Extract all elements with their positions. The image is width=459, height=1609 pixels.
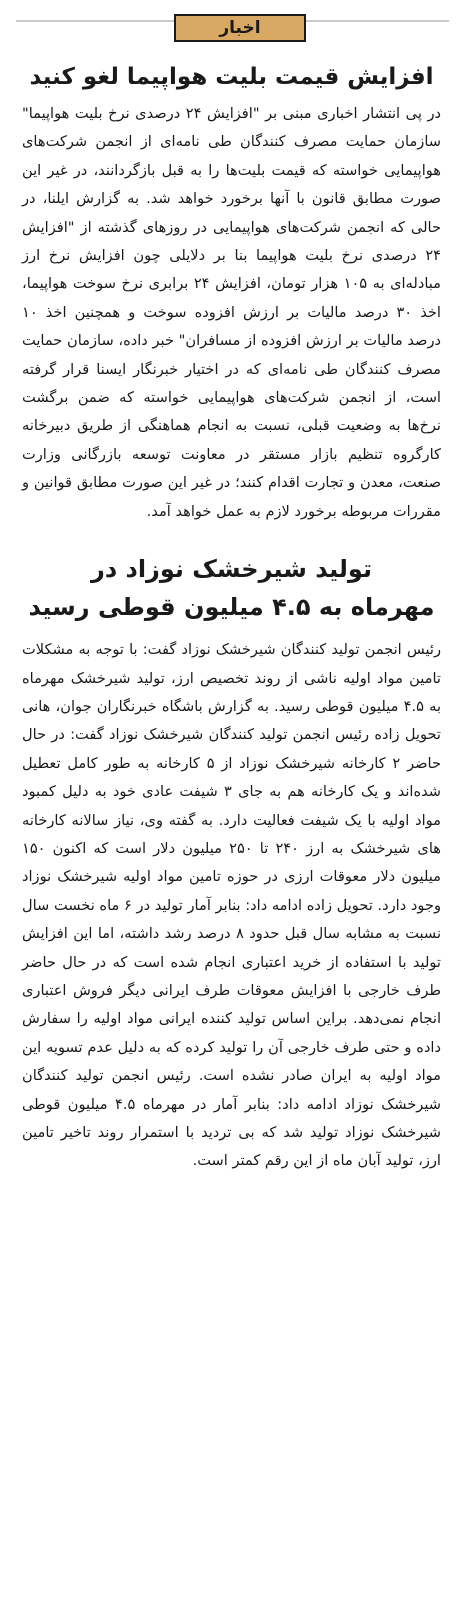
article-baby-formula — [22, 550, 441, 1176]
article-headline: افزایش قیمت بلیت هواپیما لغو کنید — [29, 64, 434, 90]
section-label: اخبار — [174, 14, 306, 42]
article-headline — [22, 550, 441, 626]
headline-line-1: تولید شیرخشک نوزاد در — [91, 555, 372, 584]
article-body: در پی انتشار اخباری مبنی بر "افزایش ۲۴ درصدی نرخ بلیت هواپیما" سازمان حمایت مصرف کنندگان طی نامه‌ای از انجمن شرکت‌های هواپیمایی خواسته که قیمت بلیت‌ها را به قبل بازگردانند، در غیر این صورت مطابق قانون با آنها برخورد خواهد شد. به گزارش ایلنا، در حالی که انجمن شرکت‌های هواپیمایی در روزهای گذشته از "افزایش ۲۴ درصدی نرخ بلیت هواپیما بنا بر دلایلی چون افزایش نرخ ارز مبادله‌ای به ۱۰۵ هزار تومان، افزایش ۲۴ برابری نرخ سوخت هواپیما، اخذ ۳۰ درصد مالیات بر ارزش افزوده سوخت و همچنین اخذ ۱۰ درصد مالیات بر ارزش افزوده از مسافران" خبر داده، سازمان حمایت مصرف کنندگان طی نامه‌ای که در اختیار خبرنگار ایسنا قرار گرفته است، از انجمن شرکت‌های هواپیمایی خواسته که ضمن برگشت نرخ‌ها به وضعیت قبلی، نسبت به انجام هماهنگی از طریق دبیرخانه کارگروه تنظیم بازار مستقر در معاونت توسعه بازرگانی وزارت صنعت، معدن و تجارت اقدام کنند؛ در غیر این صورت مطابق قوانین و مقررات مربوطه برخورد لازم به عمل خواهد آمد. — [22, 105, 441, 520]
article-body: رئیس انجمن تولید کنندگان شیرخشک نوزاد گفت: با توجه به مشکلات تامین مواد اولیه ناشی از روند تخصیص ارز، تولید شیرخشک مهرماه به ۴.۵ میلیون قوطی رسید. به گزارش باشگاه خبرنگاران جوان، هانی تحویل زاده رئیس انجمن تولید کنندگان شیرخشک نوزاد گفت: در حال حاضر ۲ کارخانه شیرخشک نوزاد از ۵ کارخانه به طور کامل تعطیل شده‌اند و یک کارخانه هم به جای ۳ شیفت عادی خود به دلیل کمبود مواد اولیه با یک شیفت فعالیت دارد. به گفته وی، نیاز سالانه کارخانه های شیرخشک به ارز ۲۴۰ تا ۲۵۰ میلیون دلار است که اکنون ۱۵۰ میلیون دلار معوقات ارزی در حوزه تامین مواد اولیه شیرخشک نوزاد وجود دارد. تحویل زاده ادامه داد: بنابر آمار تولید در ۶ ماه نخست سال نسبت به مشابه سال قبل حدود ۸ درصد رشد داشته، اما این افزایش تولید با استفاده از خرید اعتباری انجام شده است که در حال حاضر طرف خارجی با افزایش معوقات طرف ایرانی دیگر فروش اعتباری انجام نمی‌دهد. براین اساس تولید کننده ایرانی مواد اولیه را سفارش داده و حتی طرف خارجی آن را تولید کرده که به دلیل عدم تسویه این مواد اولیه به ایران صادر نشده است. رئیس انجمن تولید کنندگان شیرخشک نوزاد ادامه داد: بنابر آمار در مهرماه ۴.۵ میلیون قوطی شیرخشک نوزاد تولید شد که بی تردید با استمرار روند تاخیر تامین ارز، تولید آبان ماه از این رقم کمتر است. — [22, 641, 442, 1170]
headline-line-2: مهرماه به ۴.۵ میلیون قوطی رسید — [28, 593, 435, 622]
article-flight-ticket — [22, 60, 441, 526]
section-header — [16, 0, 449, 40]
